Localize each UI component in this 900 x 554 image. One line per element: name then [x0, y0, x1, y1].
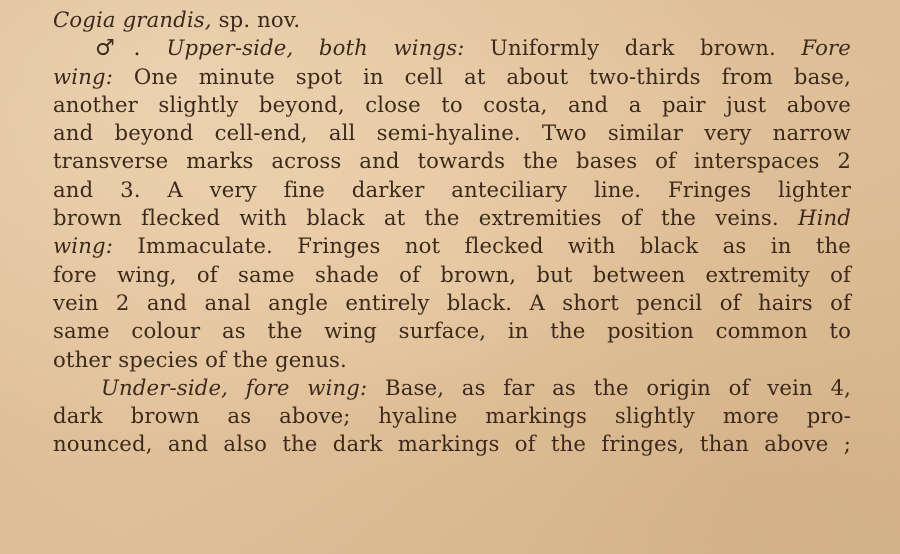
text-segment: wing: [53, 233, 114, 259]
text-line [53, 289, 851, 317]
text-line [53, 317, 851, 345]
text-line [53, 119, 851, 147]
text-line [53, 204, 851, 232]
description-body [53, 34, 851, 458]
text-segment: Fore [801, 35, 851, 61]
male-symbol-icon: ♂. [95, 36, 167, 62]
text-line [53, 430, 851, 458]
text-segment: other species of the genus. [53, 346, 347, 372]
text-segment: brown flecked with black at the extremities of the veins. [53, 205, 798, 231]
text-segment: and 3. A very fine darker anteciliary line. Fringes lighter [53, 176, 851, 202]
species-designation: sp. nov. [218, 7, 301, 32]
text-segment: Hind [797, 205, 851, 231]
text-segment: transverse marks across and towards the bases of interspaces 2 [53, 148, 851, 174]
text-line [53, 63, 851, 91]
text-line [53, 346, 851, 374]
text-line [53, 34, 851, 62]
species-name: Cogia grandis, [53, 7, 212, 32]
text-segment: Under-side, fore wing: [101, 374, 368, 400]
text-segment: Upper-side, both wings: [166, 35, 465, 61]
species-heading [53, 6, 851, 34]
text-line [53, 402, 851, 430]
text-segment: One minute spot in cell at about two-thirds from base, [113, 63, 851, 89]
text-segment: Uniformly dark brown. [464, 35, 802, 61]
text-line [53, 91, 851, 119]
text-segment: fore wing, of same shade of brown, but between extremity of [53, 261, 851, 287]
text-segment: Immaculate. Fringes not flecked with black as in the [113, 233, 851, 259]
text-line [53, 176, 851, 204]
text-line [53, 261, 851, 289]
text-segment: dark brown as above; hyaline markings slightly more pro- [53, 403, 851, 429]
species-description [53, 6, 851, 459]
text-segment: vein 2 and anal angle entirely black. A short pencil of hairs of [53, 289, 851, 315]
text-line [53, 232, 851, 260]
text-line [53, 374, 851, 402]
text-segment: same colour as the wing surface, in the position common to [53, 318, 851, 344]
text-segment: and beyond cell-end, all semi-hyaline. Two similar very narrow [53, 120, 851, 146]
text-segment: wing: [53, 63, 114, 89]
text-segment: nounced, and also the dark markings of the fringes, than above ; [53, 431, 851, 457]
text-line [53, 147, 851, 175]
text-segment: Base, as far as the origin of vein 4, [367, 374, 851, 400]
text-segment: another slightly beyond, close to costa, and a pair just above [53, 91, 851, 117]
